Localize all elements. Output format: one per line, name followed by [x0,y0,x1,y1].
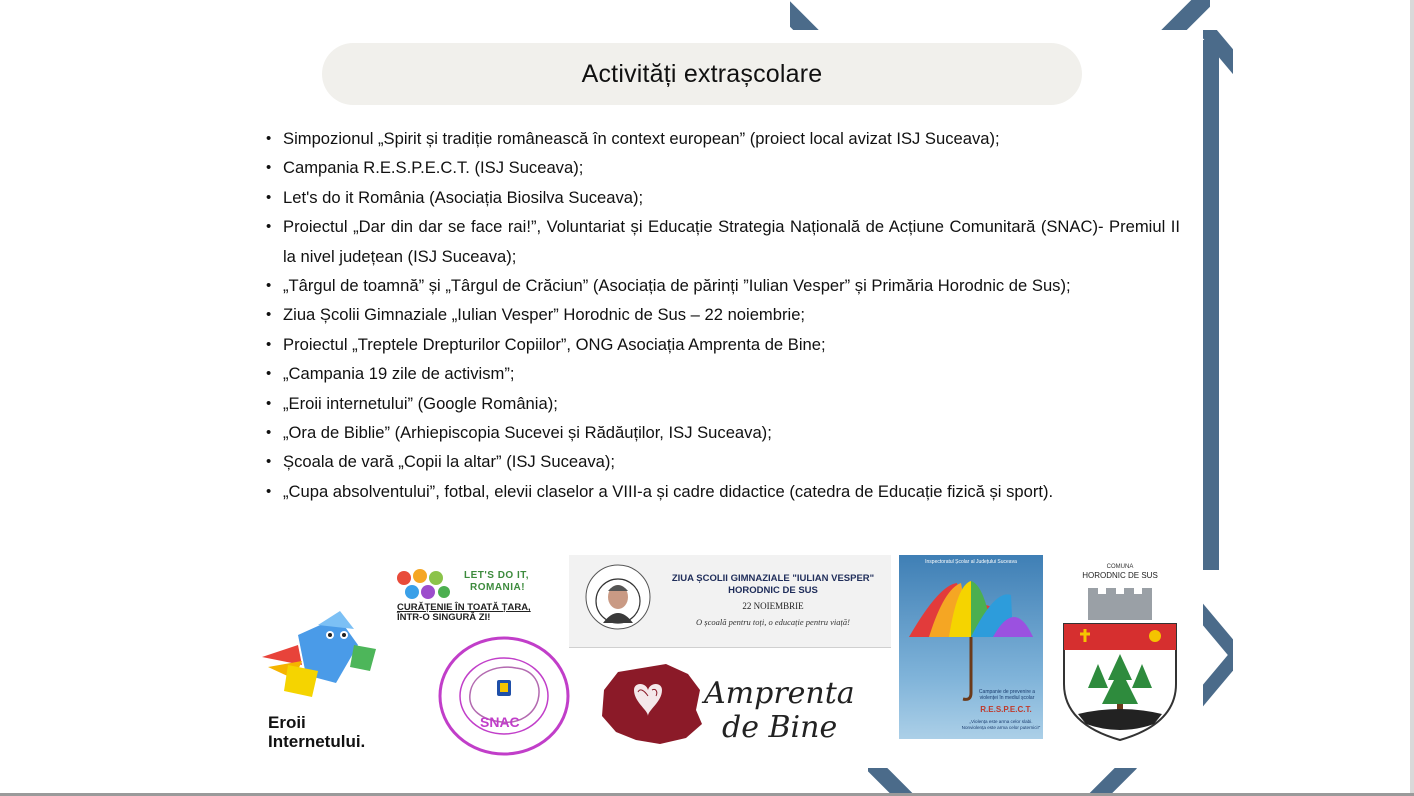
portrait-seal-icon [583,561,653,641]
romania-heart-icon [596,660,706,750]
activity-item: • Școala de vară „Copii la altar” (ISJ Suceava); [264,447,1180,476]
bottom-right-stripe [1080,768,1140,796]
activity-item: • „Ora de Biblie” (Arhiepiscopia Sucevei și Rădăuților, ISJ Suceava); [264,418,1180,447]
umbrella-icon [899,575,1043,705]
horodnic-small: COMUNA [1106,564,1134,570]
activity-item: • Proiectul „Treptele Drepturilor Copiilor”, ONG Asociația Amprenta de Bine; [264,330,1180,359]
respect-name: R.E.S.P.E.C.T. [980,705,1032,714]
letsdoit-tagline-2: ÎNTR-O SINGURĂ ZI! [397,612,491,623]
letsdoit-logo [394,566,564,626]
activity-item: • Ziua Școlii Gimnaziale „Iulian Vesper” Horodnic de Sus – 22 noiembrie; [264,300,1180,329]
activity-item: • Simpozionul „Spirit și tradiție românească în context european” (proiect local avizat ISJ Suceava); [264,124,1180,153]
slide-title: Activități extrașcolare [581,59,823,88]
letsdoit-title-2: ROMANIA! [470,582,526,593]
activity-item: • Campania R.E.S.P.E.C.T. (ISJ Suceava); [264,153,1180,182]
school-seal [583,561,653,641]
activity-item: • Let's do it România (Asociația Biosilva Suceava); [264,183,1180,212]
right-stripe-band-lower [1203,590,1233,730]
eroii-text-2: Internetului. [268,732,366,751]
ziua-date: 22 NOIEMBRIE [742,601,804,611]
respect-campaign-poster [899,555,1043,758]
respect-slogan: „Violența este arma celor slabi. Nonviolența este arma celor puternici!” [961,719,1041,730]
eroii-mascot-icon [258,605,398,705]
horodnic-coat-of-arms [1058,564,1182,744]
letsdoit-tagline-1: CURĂȚENIE ÎN TOATĂ ȚARA, [397,602,531,613]
activity-item: • „Târgul de toamnă” și „Târgul de Crăciun” (Asociația de părinți ”Iulian Vesper” și Primăria Horodnic de Sus); [264,271,1180,300]
ziua-title-2: HORODNIC DE SUS [728,585,818,596]
coat-of-arms-icon [1058,584,1182,744]
amprenta-de-bine-logo [596,660,866,755]
respect-footer-bar [899,739,1043,758]
activities-list [264,124,1180,506]
activity-item: • „Cupa absolventului”, fotbal, elevii claselor a VIII-a și cadre didactice (catedra de Educație fizică și sport). [264,477,1180,506]
eroii-internetului-logo [258,605,398,755]
snac-emblem-icon [436,634,572,758]
amprenta-text-2: de Bine [722,710,838,745]
snac-label: SNAC [480,714,520,730]
top-right-stripe [1150,0,1210,30]
title-pill [322,43,1082,105]
ziua-title-1: ZIUA ȘCOLII GIMNAZIALE "IULIAN VESPER" [671,573,875,584]
activity-item: • „Eroii internetului” (Google România); [264,389,1180,418]
snac-logo [436,634,572,758]
bottom-left-stripe [868,768,918,796]
right-stripe-band [1203,30,1233,570]
letsdoit-title-1: LET'S DO IT, [464,570,530,581]
letsdoit-faces-icon [394,568,456,604]
page-edge-right [1410,0,1414,796]
top-left-stripe [790,0,840,30]
eroii-text-1: Eroii [268,713,306,732]
activity-item: • „Campania 19 zile de activism”; [264,359,1180,388]
ziua-motto: O școală pentru toți, o educație pentru viață! [696,617,850,627]
respect-campaign: Campanie de prevenire a violenței în mediul școlar [978,689,1036,701]
respect-header: Inspectoratul Școlar al Județului Suceava [925,559,1017,565]
ziua-scolii-banner [569,555,891,648]
activity-item: • Proiectul „Dar din dar se face rai!”, Voluntariat și Educație Strategia Națională de Acțiune Comunitară (SNAC)- Premiul II la nivel județean (ISJ Suceava); [264,212,1180,271]
horodnic-name: HORODNIC DE SUS [1082,571,1158,580]
amprenta-text-1: Amprenta [704,676,855,711]
